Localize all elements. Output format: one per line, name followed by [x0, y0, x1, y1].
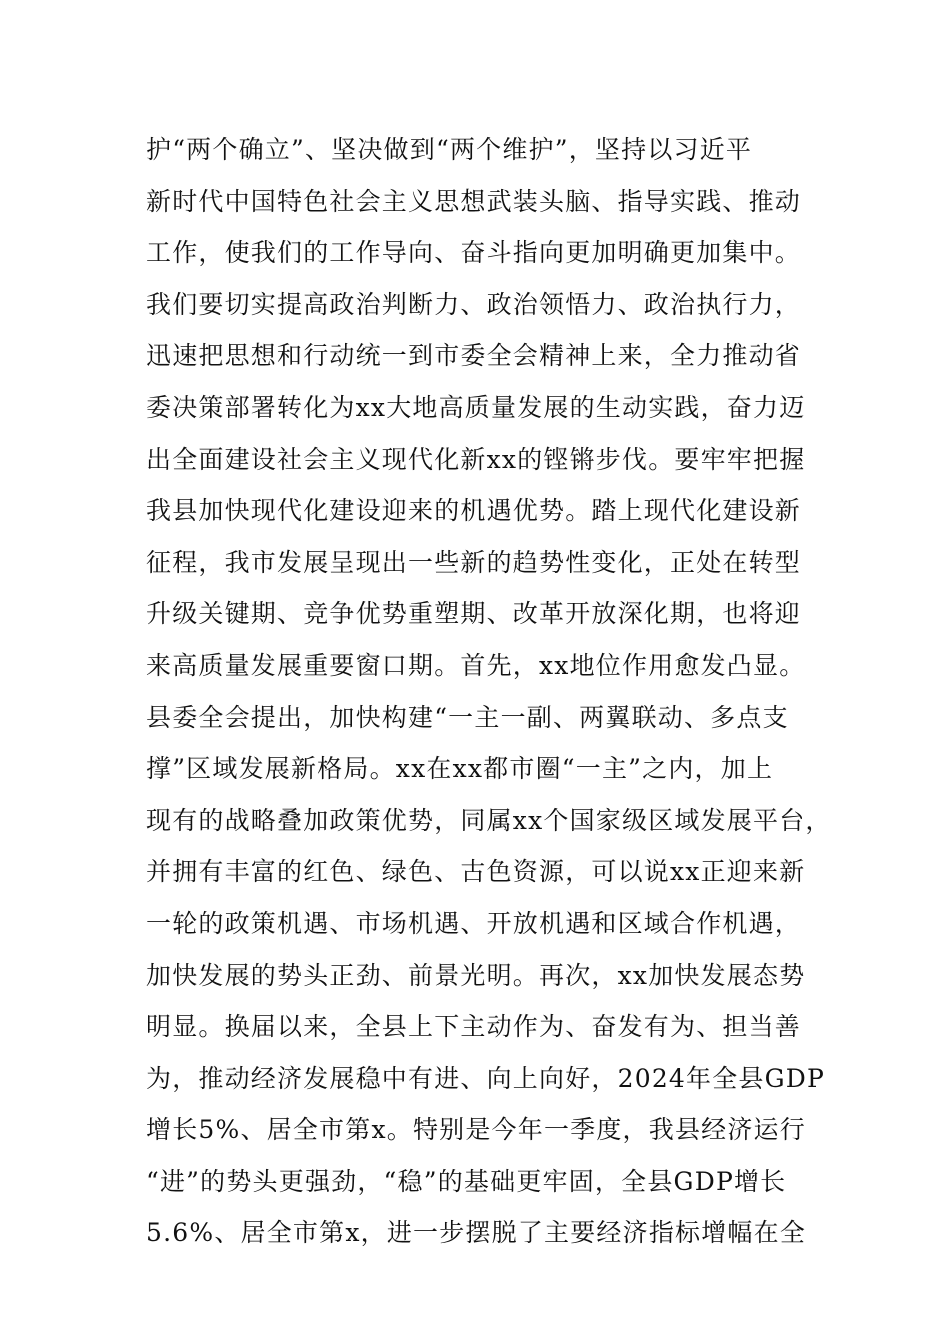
- text-line: 加快发展的势头正劲、前景光明。再次，xx加快发展态势: [146, 960, 806, 990]
- text-line: 新时代中国特色社会主义思想武装头脑、指导实践、推动: [146, 186, 802, 216]
- text-line: 现有的战略叠加政策优势，同属xx个国家级区域发展平台，: [146, 805, 832, 835]
- text-line: 5.6%、居全市第x，进一步摆脱了主要经济指标增幅在全: [146, 1218, 807, 1248]
- text-line: 并拥有丰富的红色、绿色、古色资源，可以说xx正迎来新: [146, 857, 806, 887]
- text-line: 明显。换届以来，全县上下主动作为、奋发有为、担当善: [146, 1012, 802, 1042]
- text-line: 增长5%、居全市第x。特别是今年一季度，我县经济运行: [146, 1115, 806, 1145]
- text-line: 迅速把思想和行动统一到市委全会精神上来，全力推动省: [146, 341, 802, 371]
- text-line: 撑”区域发展新格局。xx在xx都市圈“一主”之内，加上: [146, 754, 774, 784]
- text-line: 来高质量发展重要窗口期。首先，xx地位作用愈发凸显。: [146, 650, 806, 680]
- text-line: 一轮的政策机遇、市场机遇、开放机遇和区域合作机遇，: [146, 908, 802, 938]
- text-line: 我县加快现代化建设迎来的机遇优势。踏上现代化建设新: [146, 496, 802, 526]
- text-line: 县委全会提出，加快构建“一主一副、两翼联动、多点支: [146, 702, 789, 732]
- text-line: 征程，我市发展呈现出一些新的趋势性变化，正处在转型: [146, 547, 802, 577]
- text-line: 护“两个确立”、坚决做到“两个维护”，坚持以习近平: [146, 135, 753, 164]
- text-line: 工作，使我们的工作导向、奋斗指向更加明确更加集中。: [146, 238, 802, 268]
- text-line: 出全面建设社会主义现代化新xx的铿锵步伐。要牢牢把握: [146, 444, 806, 474]
- text-line: 委决策部署转化为xx大地高质量发展的生动实践，奋力迈: [146, 392, 806, 422]
- text-line: “进”的势头更强劲，“稳”的基础更牢固，全县GDP增长: [146, 1166, 787, 1196]
- text-line: 我们要切实提高政治判断力、政治领悟力、政治执行力，: [146, 289, 802, 319]
- text-line: 为，推动经济发展稳中有进、向上向好，2024年全县GDP: [146, 1063, 826, 1093]
- text-line: 升级关键期、竞争优势重塑期、改革开放深化期，也将迎: [146, 599, 802, 629]
- body-paragraph: [146, 124, 832, 1259]
